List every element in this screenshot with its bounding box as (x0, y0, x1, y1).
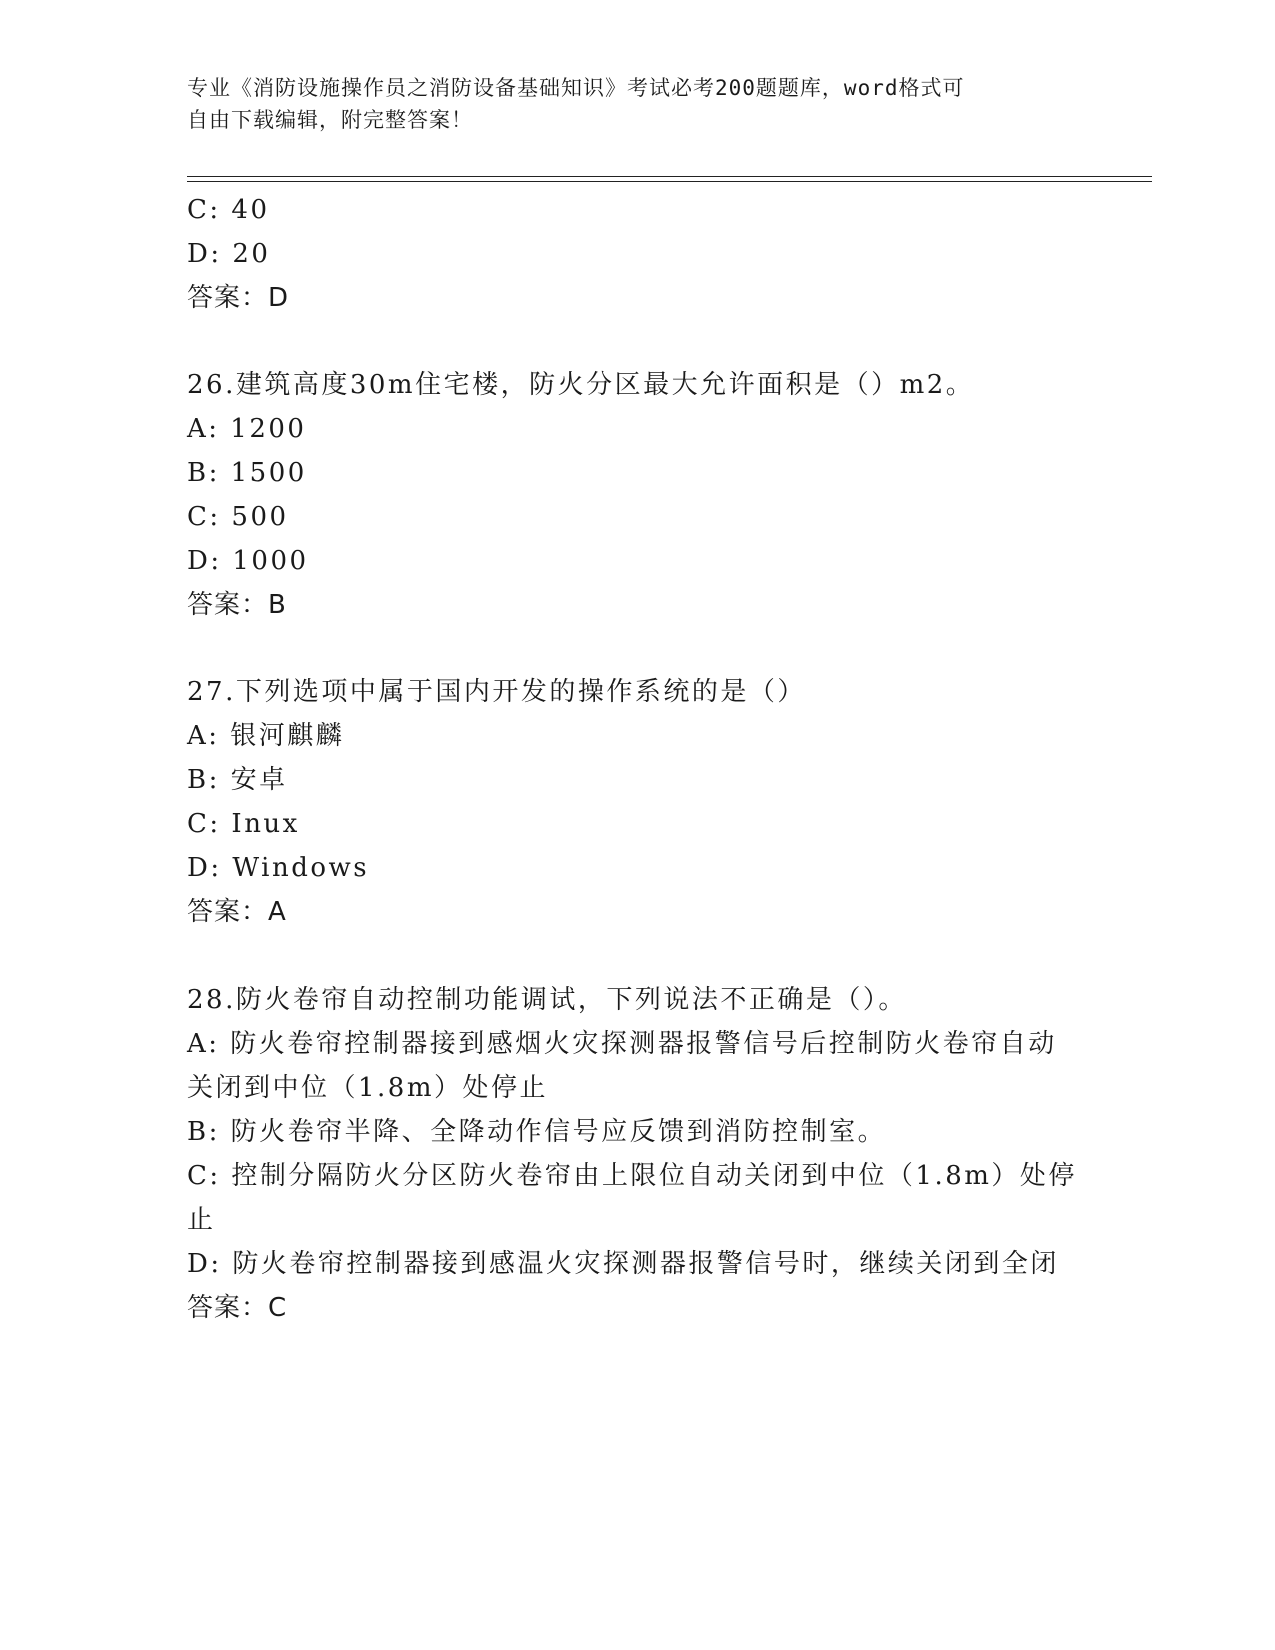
option-a: A: 1200 (187, 414, 307, 444)
option-a-line-2: 关闭到中位（1.8m）处停止 (187, 1073, 549, 1103)
option-b: B: 防火卷帘半降、全降动作信号应反馈到消防控制室。 (187, 1117, 887, 1147)
option-c: C: Inux (187, 809, 300, 839)
option-a-line-1: A: 防火卷帘控制器接到感烟火灾探测器报警信号后控制防火卷帘自动 (187, 1029, 1057, 1059)
question-stem: 26.建筑高度30m住宅楼，防火分区最大允许面积是（）m2。 (187, 370, 975, 400)
header-line-1: 专业《消防设施操作员之消防设备基础知识》考试必考200题题库，word格式可 (187, 76, 965, 100)
option-c-line-2: 止 (187, 1205, 216, 1235)
option-c: C: 40 (187, 195, 270, 225)
answer-label: 答案：B (187, 590, 287, 620)
option-b: B: 安卓 (187, 765, 288, 795)
answer-label: 答案：C (187, 1293, 288, 1323)
option-c-line-1: C: 控制分隔防火分区防火卷帘由上限位自动关闭到中位（1.8m）处停 (187, 1161, 1077, 1191)
header-divider-bottom (187, 181, 1152, 182)
option-c: C: 500 (187, 502, 289, 532)
answer-label: 答案：A (187, 897, 287, 927)
question-stem: 27.下列选项中属于国内开发的操作系统的是（） (187, 677, 806, 707)
header-divider-top (187, 176, 1152, 177)
option-d: D: 1000 (187, 546, 309, 576)
option-a: A: 银河麒麟 (187, 721, 345, 751)
question-stem: 28.防火卷帘自动控制功能调试，下列说法不正确是（）。 (187, 985, 907, 1015)
option-d: D: 防火卷帘控制器接到感温火灾探测器报警信号时，继续关闭到全闭 (187, 1249, 1059, 1279)
option-d: D: 20 (187, 239, 271, 269)
answer-label: 答案：D (187, 283, 290, 313)
document-header (187, 72, 1067, 136)
option-d: D: Windows (187, 853, 370, 883)
header-line-2: 自由下载编辑，附完整答案！ (187, 108, 473, 132)
option-b: B: 1500 (187, 458, 307, 488)
